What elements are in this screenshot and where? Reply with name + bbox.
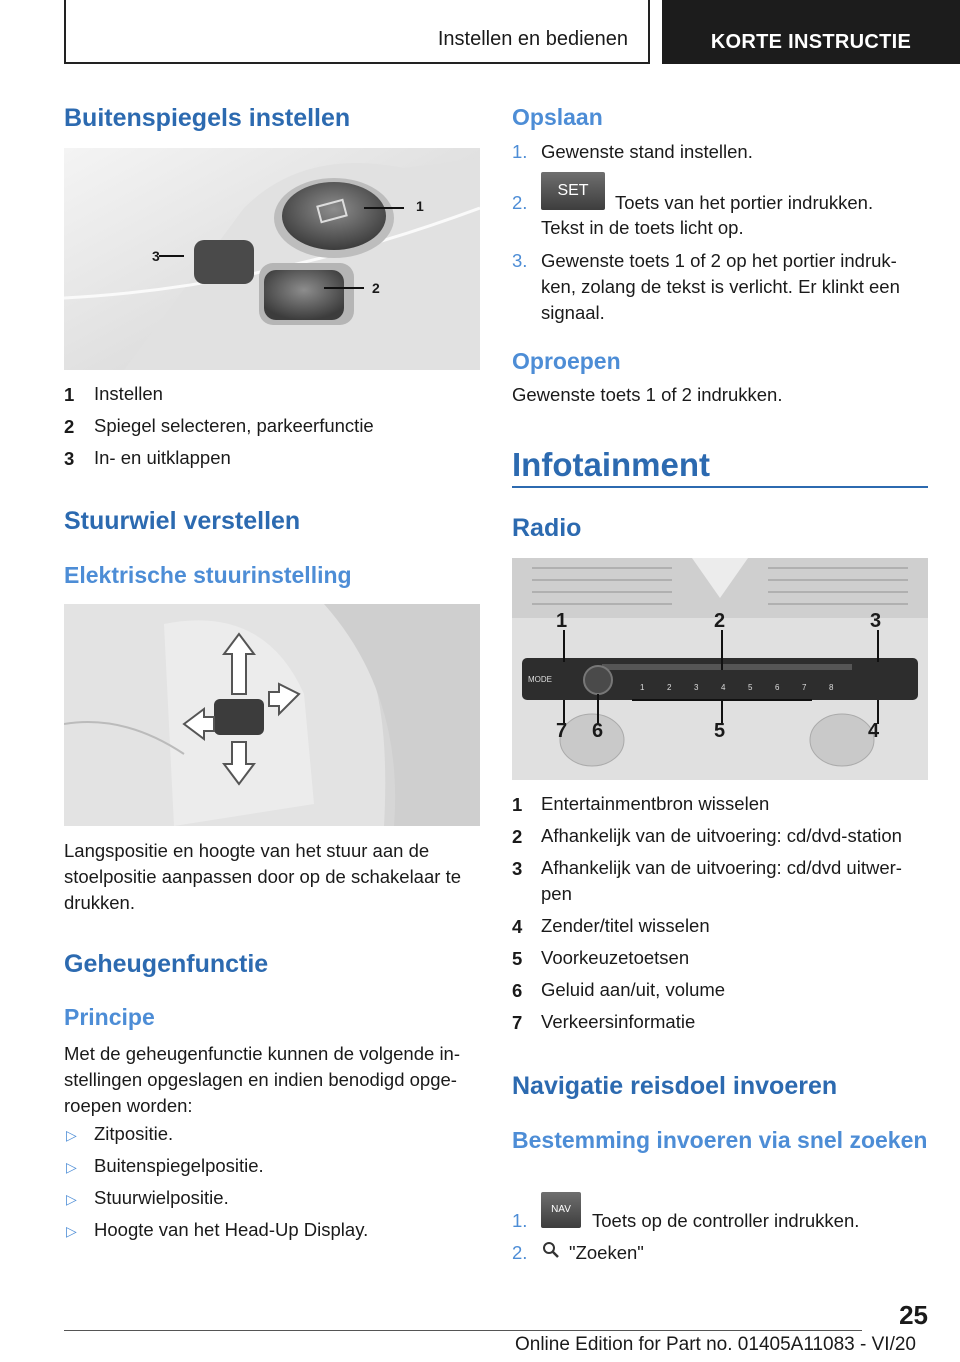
radio-callout-7: 7 — [556, 720, 568, 742]
nav-key-icon: NAV — [541, 1192, 581, 1228]
recall-title: Oproepen — [512, 348, 621, 374]
footer-edition: Online Edition for Part no. 01405A11083 - VI/20 — [514, 1334, 916, 1355]
mirror-switch-image — [64, 148, 480, 370]
navigation-title: Navigatie reisdoel invoeren — [512, 1072, 838, 1100]
bullet-icon: ▷ — [66, 1191, 77, 1207]
page-number: 25 — [899, 1300, 928, 1330]
bullet-icon: ▷ — [66, 1223, 77, 1239]
navigation-subtitle: Bestemming invoeren via snel zoeken — [512, 1127, 928, 1153]
bullet-icon: ▷ — [66, 1127, 77, 1143]
radio-title: Radio — [512, 514, 582, 542]
mirrors-title: Buitenspiegels instellen — [64, 104, 351, 132]
radio-callout-4: 4 — [868, 720, 880, 742]
principle-body: Met de geheugenfunctie kunnen de volgende instellingen opgeslagen en indien benodigd opgeroepen worden: — [64, 1043, 461, 1116]
header-tab: KORTE INSTRUCTIE — [662, 0, 960, 64]
callout-3: 3 — [152, 248, 160, 264]
steering-switch-image — [64, 604, 480, 826]
callout-1: 1 — [416, 198, 424, 214]
recall-body: Gewenste toets 1 of 2 indrukken. — [512, 384, 783, 405]
radio-callout-1: 1 — [556, 610, 568, 632]
search-icon — [541, 1240, 561, 1260]
list-item: Zitpositie. — [94, 1123, 174, 1144]
radio-callout-3: 3 — [870, 610, 882, 632]
radio-panel-image: MODE 1 2 3 4 5 6 7 8 1 2 3 4 5 6 7 — [512, 558, 928, 780]
radio-callout-5: 5 — [714, 720, 726, 742]
memory-title: Geheugenfunctie — [64, 950, 269, 978]
set-key-icon: SET — [541, 172, 605, 210]
mode-label: MODE — [528, 675, 552, 684]
radio-callout-2: 2 — [714, 610, 726, 632]
steering-title: Stuurwiel verstellen — [64, 507, 301, 535]
header-frame — [64, 0, 650, 64]
list-item: Buitenspiegelpositie. — [94, 1155, 264, 1176]
list-item: Stuurwielpositie. — [94, 1187, 229, 1208]
radio-callout-6: 6 — [592, 720, 604, 742]
list-item: Hoogte van het Head-Up Display. — [94, 1219, 369, 1240]
save-title: Opslaan — [512, 104, 603, 130]
section-rule — [512, 486, 928, 488]
steering-subtitle: Elektrische stuurinstelling — [64, 562, 352, 588]
steering-body: Langspositie en hoogte van het stuur aan de stoelpositie aanpassen door op de schakelaar te drukken. — [64, 840, 461, 913]
callout-2: 2 — [372, 280, 380, 296]
principle-title: Principe — [64, 1004, 155, 1030]
header-section: Instellen en bedienen — [437, 28, 628, 50]
footer-rule — [64, 1330, 862, 1331]
infotainment-title: Infotainment — [512, 446, 710, 483]
bullet-icon: ▷ — [66, 1159, 77, 1175]
